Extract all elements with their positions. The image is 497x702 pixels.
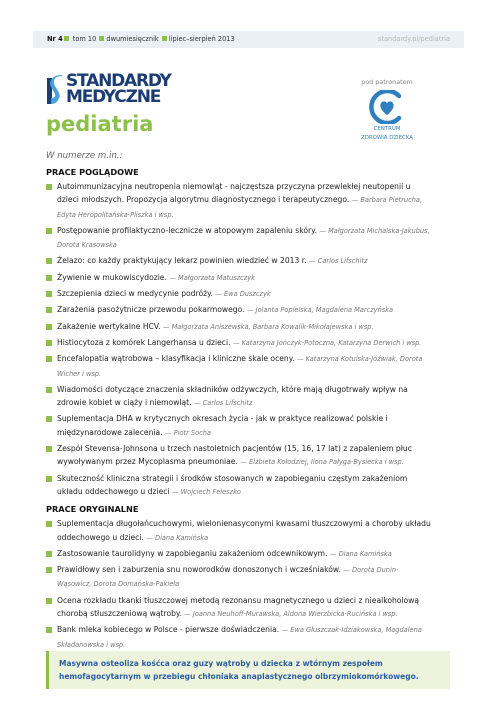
issue-bar (33, 31, 464, 48)
article-authors: — Diana Kamińska (146, 533, 209, 542)
bullet-square-icon (46, 521, 52, 527)
bullet-square-icon (46, 228, 52, 234)
article-title: Prawidłowy sen i zaburzenia snu noworodków donoszonych i wcześniaków. (57, 565, 341, 575)
bullet-square-icon (99, 36, 104, 41)
list-item[interactable] (46, 383, 432, 411)
article-title: Encefalopatia wątrobowa – klasyfikacja i kliniczne skale oceny. (57, 354, 295, 364)
issue-volume: tom 10 (72, 35, 97, 43)
section-title: PRACE ORYGINALNE (46, 504, 139, 515)
list-item[interactable] (46, 224, 432, 253)
article-authors: — Małgorzata Michalska-Jakubus, Dorota Krasowska (57, 226, 430, 250)
list-item[interactable] (46, 623, 432, 652)
list-item[interactable] (46, 287, 432, 301)
table-of-contents (46, 150, 432, 654)
article-authors: — Barbara Pietrucha, Edyta Heropolitańska-Pliszka i wsp. (57, 196, 423, 219)
article-title: Szczepienia dzieci w medycynie podróży. (57, 289, 213, 299)
list-item[interactable] (46, 517, 432, 545)
patronage-org-line-2: ZDROWIA DZIECKA (361, 135, 413, 141)
list-item[interactable] (46, 563, 432, 592)
article-title: Postępowanie profilaktyczno-lecznicze w atopowym zapaleniu skóry. (57, 225, 317, 235)
article-authors: — Ewa Głuszczak-Idziakowska, Magdalena Składanowska i wsp. (57, 626, 422, 649)
bullet-square-icon (46, 340, 52, 346)
issue-number: Nr 4 (47, 35, 63, 43)
article-title: Zespół Stevensa-Johnsona u trzech nastoletnich pacjentów (15, 16, 17 lat) z zapaleniem płuc wywoływanym przez Mycoplasma pneumoniae. (57, 444, 412, 467)
article-title: Skuteczność kliniczna strategii i środków stosowanych w zapobieganiu częstym zakażeniom układu oddechowego u dzieci (57, 473, 408, 496)
list-item[interactable] (46, 254, 432, 268)
brand-line-1: STANDARDY (66, 71, 171, 91)
highlight-box[interactable]: Masywna osteoliza kośćca oraz guzy wątroby u dziecka z wtórnym zespołem hemofagocytarnym w przebiegu chłoniaka anaplastycznego olbrzymiokomórkowego. (46, 651, 450, 689)
bullet-square-icon (162, 36, 167, 41)
list-item[interactable] (46, 303, 432, 317)
article-title: Bank mleka kobiecego w Polsce - pierwsze doświadczenia. (57, 625, 280, 635)
article-authors: — Piotr Socha (165, 428, 211, 437)
bullet-square-icon (46, 598, 52, 604)
article-authors: — Diana Kamińska (329, 549, 392, 558)
brand-line-2: MEDYCZNE (66, 87, 161, 107)
bullet-square-icon (46, 416, 52, 422)
issue-period: lipiec–sierpień 2013 (168, 35, 235, 43)
bullet-square-icon (46, 184, 52, 190)
article-authors: — Katarzyna Kotulska-Jóźwiak, Dorota Wicher i wsp. (57, 355, 423, 378)
bullet-square-icon (64, 36, 69, 41)
list-item[interactable] (46, 442, 432, 470)
article-authors: — Dorota Dunin-Wąsowicz, Dorota Domańska-Pakieła (57, 566, 399, 589)
bullet-square-icon (46, 551, 52, 557)
list-item[interactable] (46, 547, 432, 561)
article-authors: — Katarzyna Jończyk-Potoczna, Katarzyna Derwich i wsp. (232, 338, 422, 347)
article-title: Suplementacja DHA w krytycznych okresach życia - jak w praktyce realizować polskie i międzynarodowe zalecenia. (57, 414, 388, 437)
list-item[interactable] (46, 472, 432, 500)
bullet-square-icon (46, 476, 52, 482)
article-title: Zakażenie wertykalne HCV. (57, 321, 161, 331)
heart-c-logo-icon (367, 90, 407, 124)
issue-info (47, 31, 235, 48)
article-title: Autoimmunizacyjna neutropenia niemowląt - najczęstsza przyczyna przewlekłej neutopenii u dzieci młodszych. Propozycja algorytmu diagnostycznego i terapeutycznego. (57, 182, 411, 205)
bullet-square-icon (46, 258, 52, 264)
bullet-square-icon (46, 387, 52, 393)
article-authors: — Jolanta Popielska, Magdalena Marczyńska (246, 306, 394, 315)
bullet-square-icon (46, 627, 52, 633)
article-title: Zarażenia pasożytnicze przewodu pokarmowego. (57, 305, 245, 315)
list-item[interactable] (46, 336, 432, 350)
article-title: Ocena rozkładu tkanki tłuszczowej metodą rezonansu magnetycznego u dzieci z niealkoholową chorobą stłuszczeniową wątroby. (57, 595, 420, 619)
article-authors: — Małgorzata Aniszewska, Barbara Kowalik-Mikołajewska i wsp. (162, 322, 374, 331)
patronage (349, 78, 425, 142)
patronage-org-line-1: CENTRUM (373, 126, 401, 132)
bullet-square-icon (46, 356, 52, 362)
contents-sections (46, 167, 432, 652)
list-item[interactable] (46, 271, 432, 285)
article-authors: — Elżbieta Kołodziej, Ilona Pałyga-Bysiecka i wsp. (240, 458, 404, 467)
article-authors: — Ewa Duszczyk (215, 290, 271, 299)
journal-title: pediatria (46, 112, 154, 136)
bullet-square-icon (46, 307, 52, 313)
article-authors: — Joanna Neuhoff-Murawska, Aldona Wierzbicka-Rucińska i wsp. (184, 610, 398, 619)
list-item[interactable] (46, 180, 432, 222)
article-authors: — Carlos Lifschitz (309, 257, 368, 266)
article-title: Wiadomości dotyczące znaczenia składników odżywczych, które mają długotrwały wpływ na zdrowie kobiet w ciąży i niemowląt. (57, 384, 408, 408)
section-title: PRACE POGLĄDOWE (46, 167, 139, 177)
bullet-square-icon (46, 446, 52, 452)
list-item[interactable] (46, 412, 432, 440)
bullet-square-icon (46, 567, 52, 573)
bullet-square-icon (46, 324, 52, 330)
logo-mark-icon (47, 73, 63, 107)
issue-frequency: dwumiesięcznik (106, 35, 159, 43)
bullet-square-icon (46, 275, 52, 281)
article-title: Żelazo: co każdy praktykujący lekarz powinien wiedzieć w 2013 r. (57, 256, 307, 266)
article-authors: — Carlos Lifschitz (194, 399, 253, 408)
article-authors: — Małgorzata Matuszczyk (169, 273, 255, 282)
article-title: Zastosowanie taurolidyny w zapobieganiu zakażeniom odcewnikowym. (57, 548, 328, 558)
contents-intro: W numerze m.in.: (46, 151, 123, 161)
list-item[interactable] (46, 594, 432, 622)
patronage-label: pod patronatem (361, 78, 413, 86)
article-authors: — Wojciech Feleszko (171, 487, 241, 496)
article-title: Histiocytoza z komórek Langerhansa u dzieci. (57, 337, 231, 347)
article-title: Żywienie w mukowiscydozie. (57, 272, 167, 282)
bullet-square-icon (46, 291, 52, 297)
list-item[interactable] (46, 320, 432, 334)
article-title: Suplementacja długołańcuchowymi, wielonienasyconymi kwasami tłuszczowymi a choroby układu oddechowego u dzieci. (57, 519, 431, 542)
list-item[interactable] (46, 352, 432, 381)
site-url-link[interactable]: standardy.pl/pediatria (377, 35, 450, 43)
